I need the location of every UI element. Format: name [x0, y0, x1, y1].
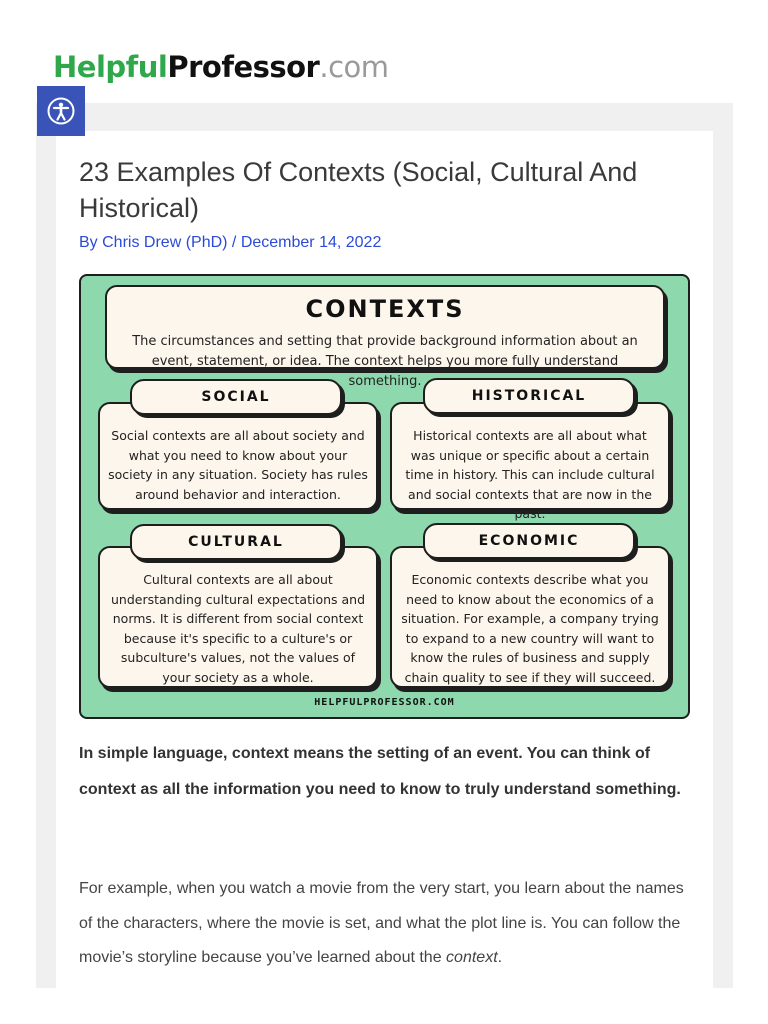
economic-label: ECONOMIC: [423, 523, 635, 559]
cultural-panel: [98, 546, 378, 688]
social-panel: [98, 402, 378, 510]
contexts-description: The circumstances and setting that provide background information about an event, statement, or idea. The context helps you more fully understand something.: [132, 334, 638, 389]
paragraph-end: .: [497, 949, 503, 966]
meta-separator: /: [227, 234, 241, 251]
byline-prefix: By: [79, 234, 103, 251]
paragraph-emphasis: context: [446, 949, 498, 966]
logo-professor: Professor: [167, 50, 320, 84]
paragraph-text: For example, when you watch a movie from the very start, you learn about the names of the characters, where the movie is set, and what the plot line is. You can follow the movie’s storyline because you’ve learned about the: [79, 880, 684, 966]
contexts-infographic: [79, 274, 690, 719]
economic-panel: [390, 546, 670, 688]
date-link[interactable]: December 14, 2022: [240, 234, 382, 251]
cultural-text: Cultural contexts are all about understanding cultural expectations and norms. It is different from social context because it's specific to a culture's or subculture's values, not the values of your society as a whole.: [110, 572, 366, 685]
social-label: SOCIAL: [130, 379, 342, 415]
site-logo[interactable]: [53, 50, 389, 84]
article-title: 23 Examples Of Contexts (Social, Cultural And Historical): [79, 157, 638, 223]
logo-helpful: Helpful: [53, 50, 168, 84]
site-header: [0, 0, 768, 104]
historical-text: Historical contexts are all about what was unique or specific about a certain time in history. This can include cultural and social contexts that are now in the past.: [405, 428, 655, 521]
accessibility-icon: [46, 96, 76, 126]
article-lead: In simple language, context means the setting of an event. You can think of context as all the information you need to know to truly understand something.: [79, 745, 681, 798]
article-paragraph: [79, 872, 699, 976]
cultural-label: CULTURAL: [130, 524, 342, 560]
author-link[interactable]: Chris Drew (PhD): [102, 234, 228, 251]
logo-dotcom: .com: [319, 50, 389, 84]
economic-text: Economic contexts describe what you need to know about the economics of a situation. For example, a company trying to expand to a new country will want to know the rules of business and supply chain quality to see if they will succeed.: [401, 572, 659, 685]
accessibility-button[interactable]: [37, 86, 85, 136]
contexts-title: CONTEXTS: [305, 295, 465, 323]
infographic-footer-url: HELPFULPROFESSOR.COM: [314, 697, 455, 708]
historical-label: HISTORICAL: [423, 378, 635, 414]
social-text: Social contexts are all about society and what you need to know about your society in any situation. Society has rules around behavior and interaction.: [108, 428, 368, 502]
historical-panel: [390, 402, 670, 521]
article-meta: [79, 234, 381, 252]
contexts-header-box: [105, 285, 665, 389]
